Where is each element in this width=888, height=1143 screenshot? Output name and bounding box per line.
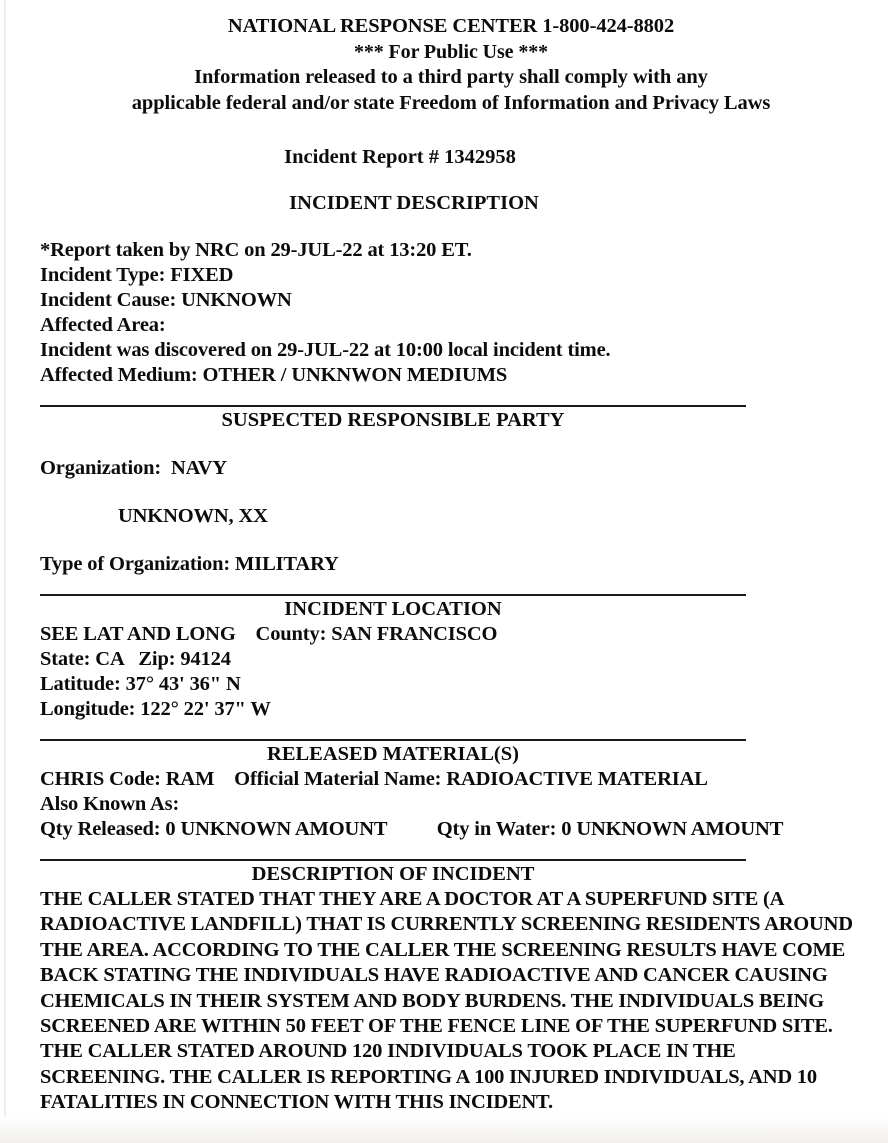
spacer: [40, 215, 880, 238]
spacer: [40, 116, 880, 146]
document-header: [22, 14, 880, 116]
field-type-of-organization: Type of Organization: MILITARY: [40, 553, 339, 575]
field-quantities: Qty Released: 0 UNKNOWN AMOUNT Qty in Water: 0 UNKNOWN AMOUNT: [40, 818, 784, 840]
narrative-line: THE CALLER STATED AROUND 120 INDIVIDUALS TOOK PLACE IN THE: [40, 1040, 736, 1063]
description-of-incident-body: [40, 887, 888, 1116]
description-of-incident-title: DESCRIPTION OF INCIDENT: [251, 863, 535, 885]
narrative-line: THE AREA. ACCORDING TO THE CALLER THE SCREENING RESULTS HAVE COME: [40, 938, 846, 961]
narrative-line: RADIOACTIVE LANDFILL) THAT IS CURRENTLY SCREENING RESIDENTS AROUND: [40, 913, 853, 936]
narrative-line: SCREENED ARE WITHIN 50 FEET OF THE FENCE LINE OF THE SUPERFUND SITE.: [40, 1015, 833, 1038]
spacer: [40, 529, 880, 552]
field-organization-city-state: UNKNOWN, XX: [118, 505, 268, 527]
field-state-zip: State: CA Zip: 94124: [40, 648, 231, 670]
narrative-line: BACK STATING THE INDIVIDUALS HAVE RADIOACTIVE AND CANCER CAUSING: [40, 964, 828, 987]
field-address-county: SEE LAT AND LONG County: SAN FRANCISCO: [40, 623, 498, 645]
header-disclosure-line-1: Information released to a third party shall comply with any: [194, 66, 708, 88]
field-chris-code: CHRIS Code: RAM Official Material Name: RADIOACTIVE MATERIAL: [40, 768, 708, 790]
field-incident-type: Incident Type: FIXED: [40, 264, 234, 286]
field-affected-medium: Affected Medium: OTHER / UNKNWON MEDIUMS: [40, 364, 508, 386]
released-materials-title: RELEASED MATERIAL(S): [267, 743, 519, 765]
incident-description-title: INCIDENT DESCRIPTION: [289, 192, 539, 214]
spacer: [40, 722, 880, 739]
field-report-taken: *Report taken by NRC on 29-JUL-22 at 13:20 ET.: [40, 239, 472, 261]
header-title-line: NATIONAL RESPONSE CENTER 1-800-424-8802: [227, 15, 675, 37]
field-organization: Organization: NAVY: [40, 457, 227, 479]
narrative-line: FATALITIES IN CONNECTION WITH THIS INCIDENT.: [40, 1091, 553, 1114]
scan-edge-bottom: [0, 1117, 888, 1143]
incident-location-title: INCIDENT LOCATION: [284, 598, 502, 620]
narrative-line: CHEMICALS IN THEIR SYSTEM AND BODY BURDENS. THE INDIVIDUALS BEING: [40, 989, 825, 1012]
incident-report-number: Incident Report # 1342958: [284, 146, 516, 168]
field-incident-cause: Incident Cause: UNKNOWN: [40, 289, 292, 311]
header-disclosure-line-2: applicable federal and/or state Freedom of Information and Privacy Laws: [131, 91, 771, 114]
field-affected-area: Affected Area:: [40, 314, 166, 336]
narrative-line: SCREENING. THE CALLER IS REPORTING A 100 INJURED INDIVIDUALS, AND 10: [40, 1065, 817, 1088]
spacer: [40, 842, 880, 859]
spacer: [40, 577, 880, 594]
spacer: [40, 433, 880, 456]
spacer: [40, 481, 880, 504]
narrative-line: THE CALLER STATED THAT THEY ARE A DOCTOR AT A SUPERFUND SITE (A: [40, 888, 785, 910]
spacer: [40, 169, 880, 192]
header-public-use-line: *** For Public Use ***: [353, 40, 549, 63]
field-also-known-as: Also Known As:: [40, 793, 180, 815]
field-latitude: Latitude: 37° 43' 36" N: [40, 673, 241, 695]
field-longitude: Longitude: 122° 22' 37" W: [40, 698, 271, 720]
suspected-responsible-party-title: SUSPECTED RESPONSIBLE PARTY: [221, 409, 565, 431]
field-incident-discovered: Incident was discovered on 29-JUL-22 at 10:00 local incident time.: [40, 339, 611, 361]
spacer: [40, 388, 880, 405]
incident-description-fields: [40, 238, 880, 388]
